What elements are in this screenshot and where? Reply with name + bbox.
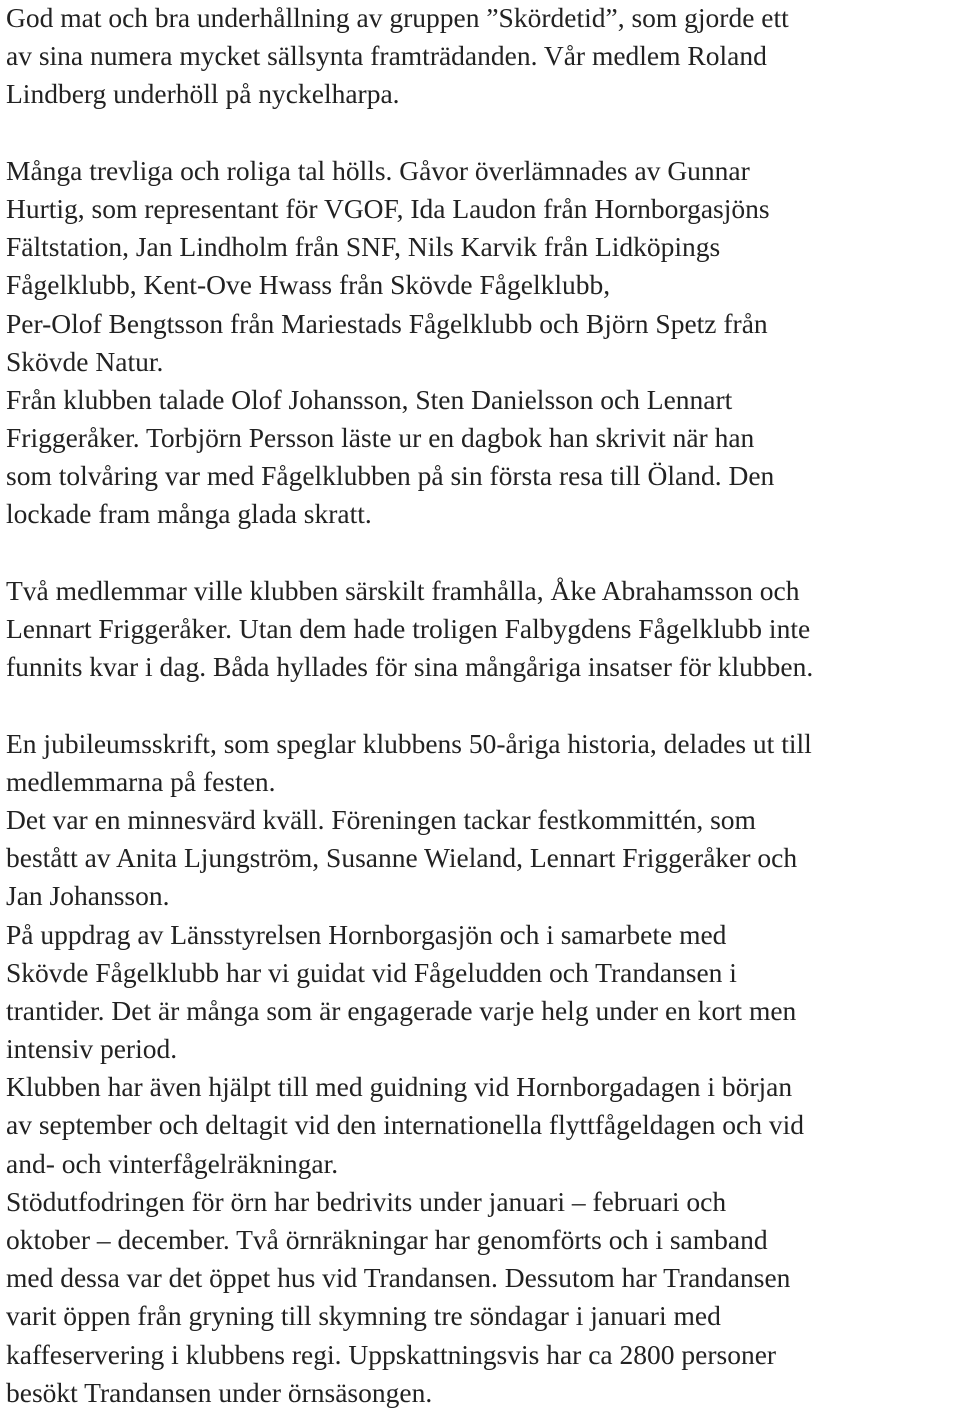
text-line: Jan Johansson.	[6, 880, 170, 912]
text-line: med dessa var det öppet hus vid Trandansen. Dessutom har Trandansen	[6, 1262, 791, 1294]
text-line: oktober – december. Två örnräkningar har genomförts och i samband	[6, 1224, 768, 1255]
text-line: medlemmarna på festen.	[6, 765, 276, 797]
text-line: Hurtig, som representant för VGOF, Ida Laudon från Hornborgasjöns	[6, 192, 770, 224]
text-line: av september och deltagit vid den internationella flyttfågeldagen och vid	[6, 1109, 804, 1141]
text-line: Från klubben talade Olof Johansson, Sten Danielsson och Lennart	[6, 383, 733, 415]
paragraph-gap	[6, 534, 956, 572]
text-line: av sina numera mycket sällsynta framträdanden. Vår medlem Roland	[6, 40, 767, 72]
text-line: På uppdrag av Länsstyrelsen Hornborgasjön och i samarbete med	[6, 918, 727, 950]
text-line: lockade fram många glada skratt.	[6, 498, 372, 530]
text-line: Skövde Natur.	[6, 345, 164, 377]
text-line: and- och vinterfågelräkningar.	[6, 1147, 339, 1179]
document-body	[6, 0, 956, 1412]
text-line: Lindberg underhöll på nyckelharpa.	[6, 78, 400, 110]
text-line: Friggeråker. Torbjörn Persson läste ur en dagbok han skrivit när han	[6, 422, 755, 454]
text-line: Två medlemmar ville klubben särskilt framhålla, Åke Abrahamsson och	[6, 574, 800, 606]
text-line: Per-Olof Bengtsson från Mariestads Fågelklubb och Björn Spetz från	[6, 307, 768, 339]
text-line: bestått av Anita Ljungström, Susanne Wieland, Lennart Friggeråker och	[6, 842, 798, 874]
text-line: kaffeservering i klubbens regi. Uppskattningsvis har ca 2800 personer	[6, 1338, 777, 1370]
text-line: varit öppen från gryning till skymning tre söndagar i januari med	[6, 1300, 721, 1332]
paragraph-gap	[6, 114, 956, 152]
text-line: En jubileumsskrift, som speglar klubbens 50-åriga historia, delades ut till	[6, 727, 812, 759]
text-line: Det var en minnesvärd kväll. Föreningen tackar festkommittén, som	[6, 803, 756, 835]
text-line: Stödutfodringen för örn har bedrivits under januari – februari och	[6, 1185, 727, 1217]
text-line: intensiv period.	[6, 1033, 178, 1065]
text-line: som tolvåring var med Fågelklubben på sin första resa till Öland. Den	[6, 460, 775, 492]
text-line: God mat och bra underhållning av gruppen ”Skördetid”, som gjorde ett	[6, 2, 789, 33]
text-line: Klubben har även hjälpt till med guidning vid Hornborgadagen i början	[6, 1071, 793, 1103]
text-line: besökt Trandansen under örnsäsongen.	[6, 1376, 433, 1408]
text-line: Fältstation, Jan Lindholm från SNF, Nils Karvik från Lidköpings	[6, 231, 721, 263]
text-line: Många trevliga och roliga tal hölls. Gåvor överlämnades av Gunnar	[6, 154, 750, 186]
text-line: Skövde Fågelklubb har vi guidat vid Fågeludden och Trandansen i	[6, 956, 737, 988]
text-line: Fågelklubb, Kent-Ove Hwass från Skövde Fågelklubb,	[6, 269, 611, 301]
text-line: funnits kvar i dag. Båda hyllades för sina mångåriga insatser för klubben.	[6, 651, 814, 683]
paragraph-gap	[6, 686, 956, 724]
text-line: Lennart Friggeråker. Utan dem hade troligen Falbygdens Fågelklubb inte	[6, 613, 811, 644]
text-line: trantider. Det är många som är engagerade varje helg under en kort men	[6, 994, 797, 1026]
